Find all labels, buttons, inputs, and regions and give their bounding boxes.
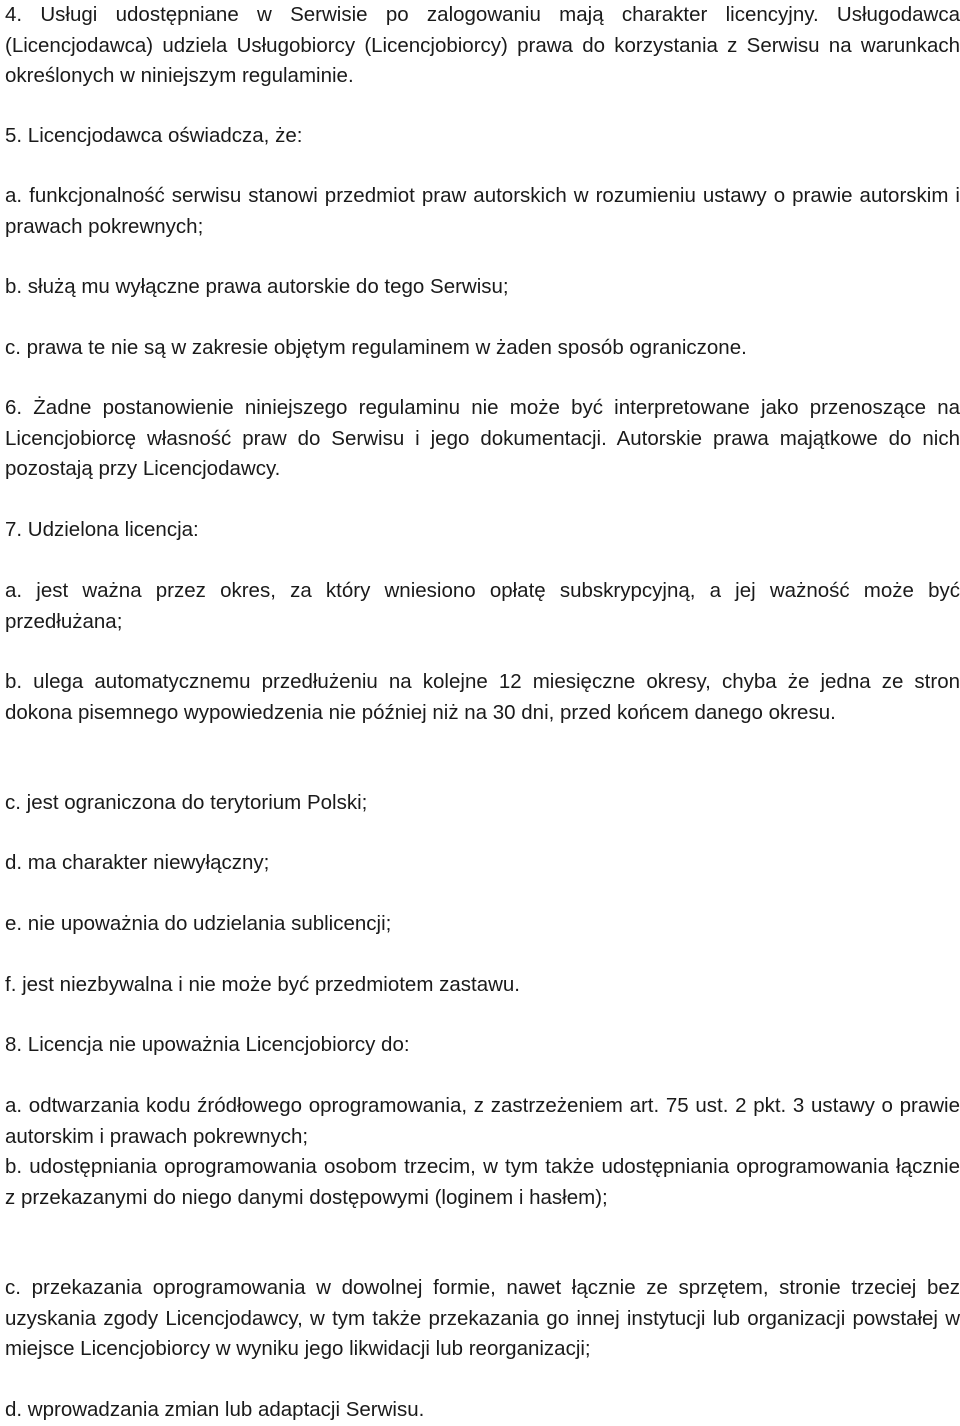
paragraph-7f-non-transferable: f. jest niezbywalna i nie może być przedmiotem zastawu. [5,973,521,996]
paragraph-7-license-granted: 7. Udzielona licencja: [5,518,199,541]
paragraph-7e-no-sublicense: e. nie upoważnia do udzielania sublicencji; [5,912,392,935]
paragraph-6-no-transfer: 6. Żadne postanowienie niniejszego regulaminu nie może być interpretowane jako przenoszące na Licencjobiorcę własność praw do Serwisu i jego dokumentacji. Autorskie prawa majątkowe do nich pozostają przy Licencjodawcy. [5,396,960,480]
paragraph-8b-sharing: b. udostępniania oprogramowania osobom trzecim, w tym także udostępniania oprogramowania łącznie z przekazanymi do niego danymi dostępowymi (loginem i hasłem); [5,1155,960,1209]
paragraph-5a-functionality: a. funkcjonalność serwisu stanowi przedmiot praw autorskich w rozumieniu ustawy o prawie autorskim i prawach pokrewnych; [5,184,960,238]
paragraph-4-license-services: 4. Usługi udostępniane w Serwisie po zalogowaniu mają charakter licencyjny. Usługodawca (Licencjodawca) udziela Usługobiorcy (Licencjobiorcy) prawa do korzystania z Serwisu na warunkach określonych w niniejszym regulaminie. [5,3,960,87]
paragraph-8a-source-code: a. odtwarzania kodu źródłowego oprogramowania, z zastrzeżeniem art. 75 ust. 2 pkt. 3 ustawy o prawie autorskim i prawach pokrewnych; [5,1094,960,1148]
paragraph-7c-territory: c. jest ograniczona do terytorium Polski; [5,791,368,814]
paragraph-5b-exclusive-rights: b. służą mu wyłączne prawa autorskie do tego Serwisu; [5,275,509,298]
paragraph-8d-modifications: d. wprowadzania zmian lub adaptacji Serwisu. [5,1398,425,1421]
paragraph-7d-non-exclusive: d. ma charakter niewyłączny; [5,851,270,874]
paragraph-7a-validity: a. jest ważna przez okres, za który wniesiono opłatę subskrypcyjną, a jej ważność może być przedłużana; [5,579,960,633]
paragraph-5c-not-limited: c. prawa te nie są w zakresie objętym regulaminem w żaden sposób ograniczone. [5,336,747,359]
paragraph-7b-auto-renewal: b. ulega automatycznemu przedłużeniu na kolejne 12 miesięczne okresy, chyba że jedna ze stron dokona pisemnego wypowiedzenia nie później niż na 30 dni, przed końcem danego okresu. [5,670,960,724]
paragraph-8-restrictions: 8. Licencja nie upoważnia Licencjobiorcy do: [5,1033,410,1056]
paragraph-5-declaration: 5. Licencjodawca oświadcza, że: [5,124,303,147]
paragraph-8c-transfer: c. przekazania oprogramowania w dowolnej formie, nawet łącznie ze sprzętem, stronie trzeciej bez uzyskania zgody Licencjodawcy, w tym także przekazania go innej instytucji lub organizacji powstałej w miejsce Licencjobiorcy w wyniku jego likwidacji lub reorganizacji; [5,1276,960,1360]
